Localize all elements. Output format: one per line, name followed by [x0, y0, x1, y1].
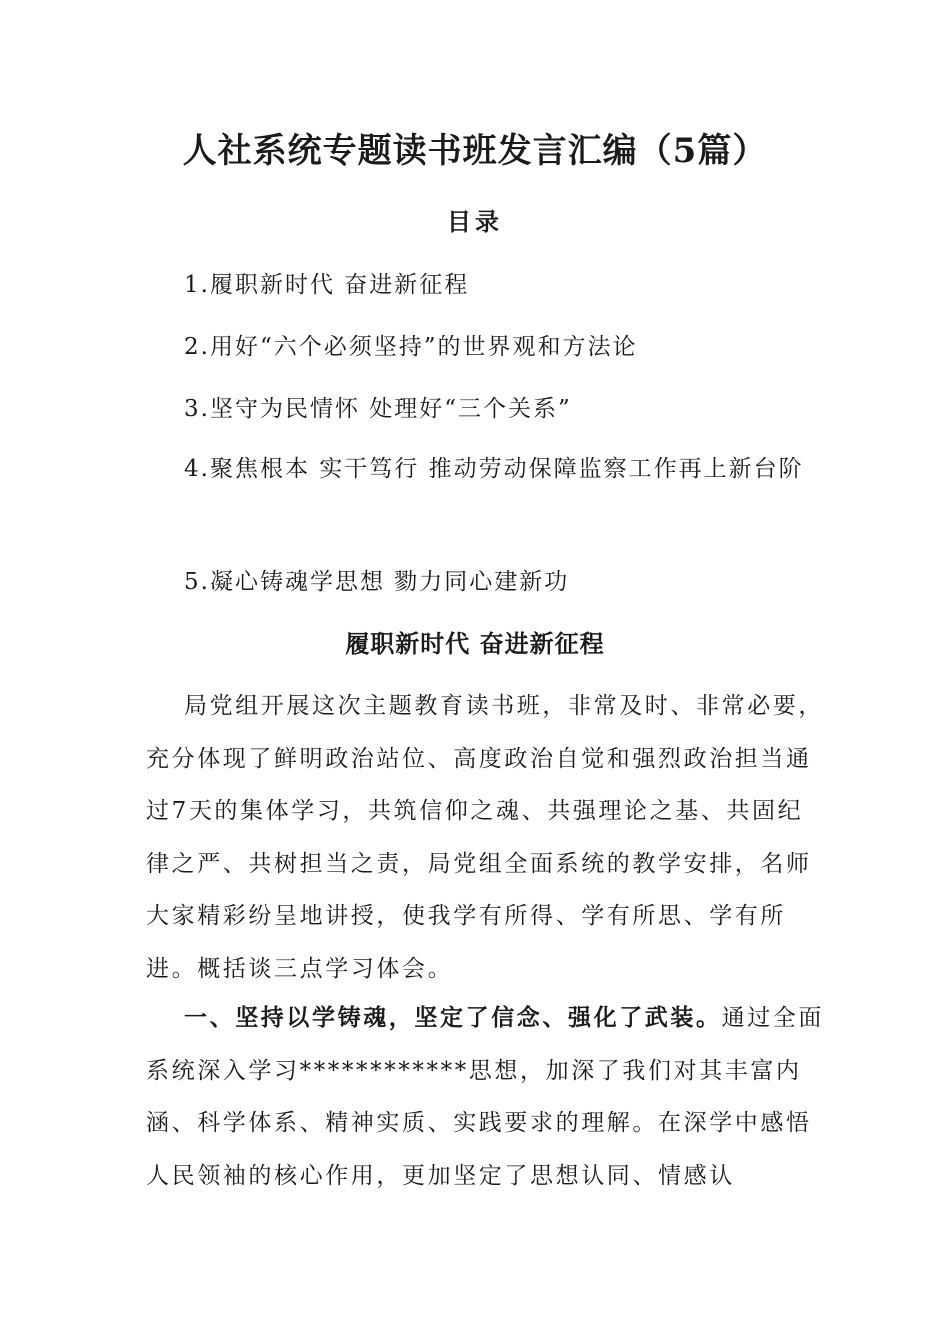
toc-item-4: 4.聚焦根本 实干笃行 推动劳动保障监察工作再上新台阶: [184, 456, 804, 482]
section-title: 履职新时代 奋进新征程: [345, 629, 605, 658]
paragraph-body-text: 通过全面系统深入学习************思想，加深了我们对其丰富内涵、科学体系、精神实质、实践要求的理解。在深学中感悟人民领袖的核心作用，更加坚定了思想认同、情感认: [146, 1005, 825, 1189]
toc-item-3: 3.坚守为民情怀 处理好“三个关系”: [184, 396, 572, 422]
document-title: 人社系统专题读书班发言汇编（5篇）: [182, 131, 768, 171]
body-paragraph-2: [146, 992, 828, 1202]
toc-heading: 目录: [447, 207, 503, 236]
toc-item-5: 5.凝心铸魂学思想 勠力同心建新功: [184, 569, 570, 595]
paragraph-lead-heading: 一、坚持以学铸魂，坚定了信念、强化了武装。: [184, 1004, 722, 1031]
toc-item-2: 2.用好“六个必须坚持”的世界观和方法论: [184, 334, 638, 360]
toc-item-1: 1.履职新时代 奋进新征程: [184, 272, 470, 298]
body-paragraph-1: 局党组开展这次主题教育读书班，非常及时、非常必要，充分体现了鲜明政治站位、高度政治自觉和强烈政治担当通过7天的集体学习，共筑信仰之魂、共强理论之基、共固纪律之严、共树担当之责，局党组全面系统的教学安排，名师大家精彩纷呈地讲授，使我学有所得、学有所思、学有所进。概括谈三点学习体会。: [146, 693, 824, 982]
